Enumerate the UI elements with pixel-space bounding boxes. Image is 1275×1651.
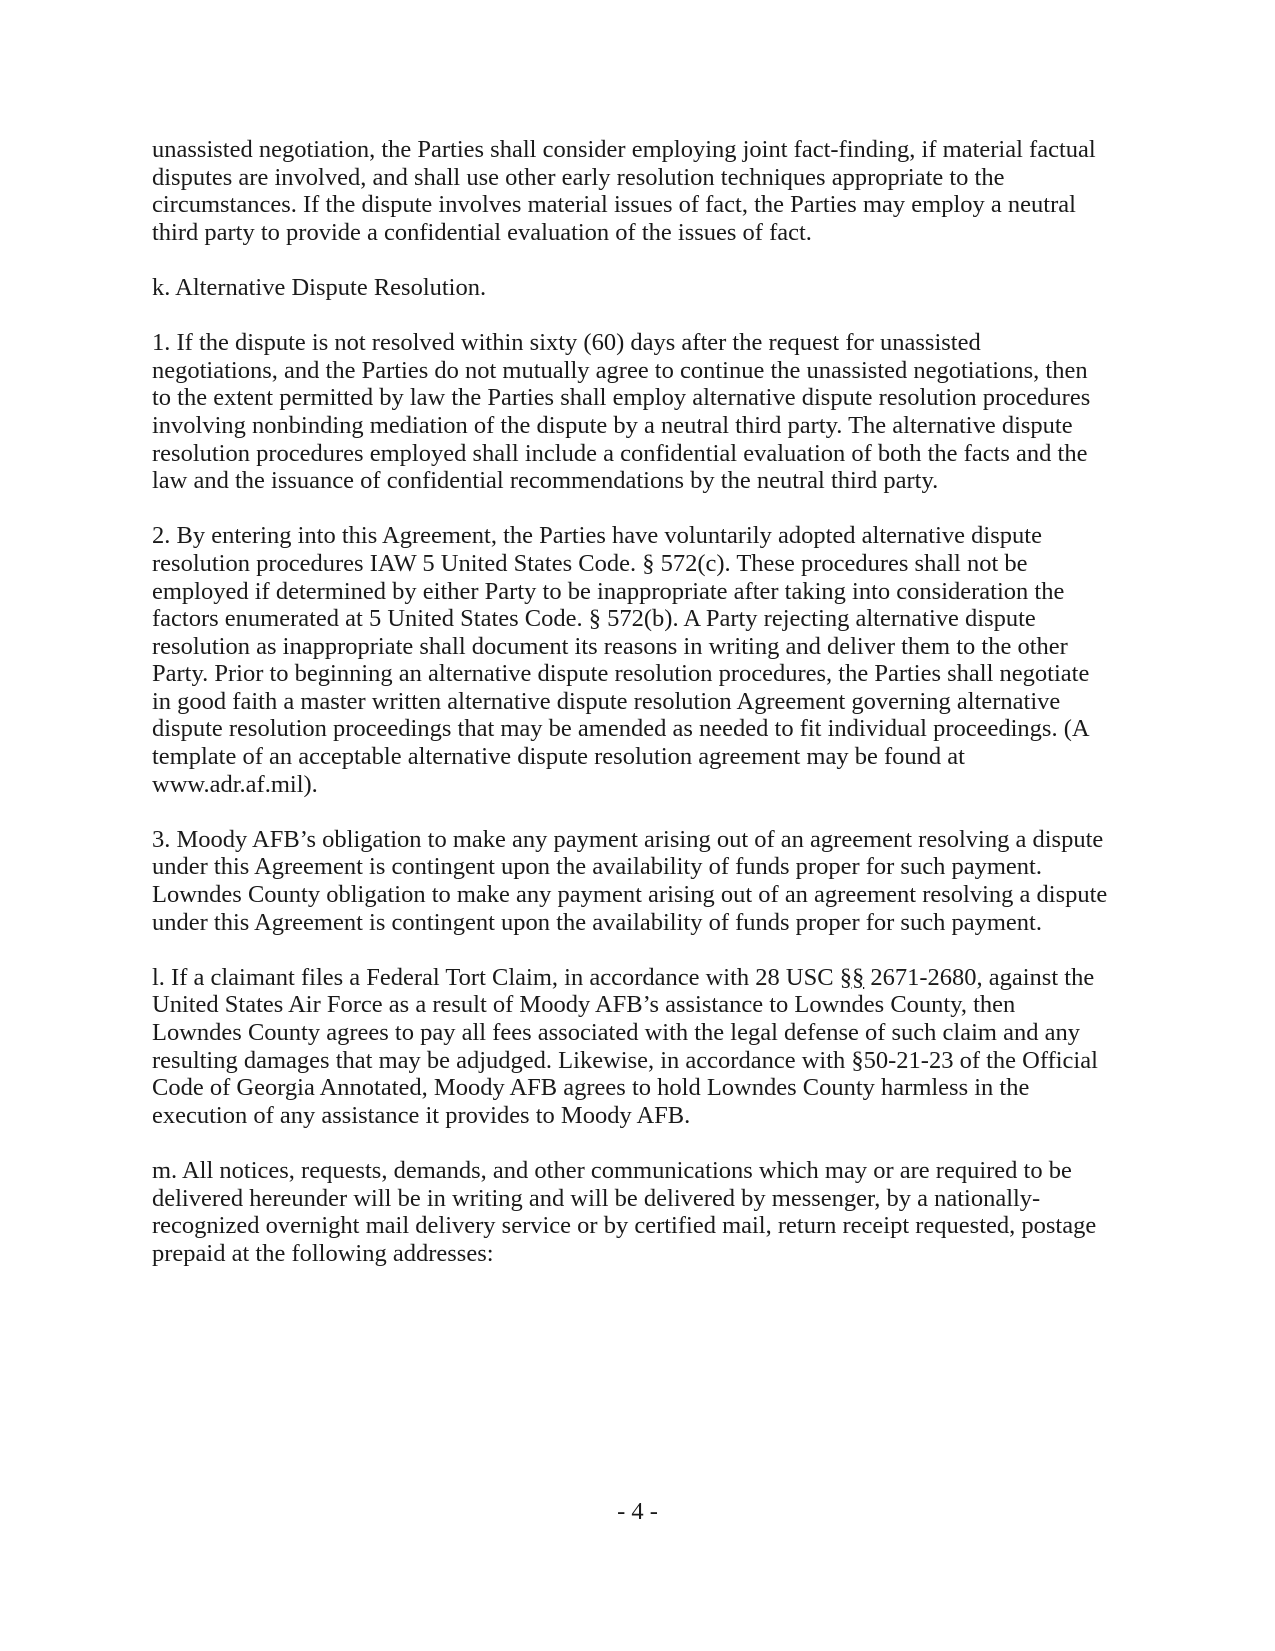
paragraph-item-1: 1. If the dispute is not resolved within sixty (60) days after the request for unassisted negotiations, and the Parties do not mutually agree to continue the unassisted negotiations, then to the extent permitted by law the Parties shall employ alternative dispute resolution procedures involving nonbinding mediation of the dispute by a neutral third party. The alternative dispute resolution procedures employed shall include a confidential evaluation of both the facts and the law and the issuance of confidential recommendations by the neutral third party.	[152, 329, 1091, 495]
paragraph-item-2: 2. By entering into this Agreement, the Parties have voluntarily adopted alternative dispute resolution procedures IAW 5 United States Code. § 572(c). These procedures shall not be employed if determined by either Party to be inappropriate after taking into consideration the factors enumerated at 5 United States Code. § 572(b). A Party rejecting alternative dispute resolution as inappropriate shall document its reasons in writing and deliver them to the other Party. Prior to beginning an alternative dispute resolution procedures, the Parties shall negotiate in good faith a master written alternative dispute resolution Agreement governing alternative dispute resolution proceedings that may be amended as needed to fit individual proceedings. (A template of an acceptable alternative dispute resolution agreement may be found at www.adr.af.mil).	[152, 522, 1090, 798]
paragraph-item-3: 3. Moody AFB’s obligation to make any payment arising out of an agreement resolving a dispute under this Agreement is contingent upon the availability of funds proper for such payment. Lowndes County obligation to make any payment arising out of an agreement resolving a dispute under this Agreement is contingent upon the availability of funds proper for such payment.	[152, 825, 1108, 936]
document-body	[152, 136, 1114, 1295]
paragraph-m-notices: m. All notices, requests, demands, and other communications which may or are required to be delivered hereunder will be in writing and will be delivered by messenger, by a nationally- recognized overnight mail delivery service or by certified mail, return receipt requested, postage prepaid at the following addresses:	[152, 1156, 1097, 1267]
section-symbol-underlined: §§	[839, 963, 865, 991]
heading-alternative-dispute-resolution: k. Alternative Dispute Resolution.	[152, 273, 487, 301]
paragraph-l-text-before: l. If a claimant files a Federal Tort Claim, in accordance with 28 USC	[152, 963, 840, 991]
paragraph-l-federal-tort-claim	[152, 964, 1114, 1130]
paragraph-unassisted-negotiation: unassisted negotiation, the Parties shall consider employing joint fact-finding, if material factual disputes are involved, and shall use other early resolution techniques appropriate to the circumstances. If the dispute involves material issues of fact, the Parties may employ a neutral third party to provide a confidential evaluation of the issues of fact.	[152, 136, 1096, 246]
paragraph-l-text-after: 2671-2680, against the United States Air Force as a result of Moody AFB’s assistance to Lowndes County, then Lowndes County agrees to pay all fees associated with the legal defense of such claim and any resulting damages that may be adjudged. Likewise, in accordance with §50-21-23 of the Official Code of Georgia Annotated, Moody AFB agrees to hold Lowndes County harmless in the execution of any assistance it provides to Moody AFB.	[152, 963, 1098, 1129]
page-number: - 4 -	[617, 1498, 658, 1525]
